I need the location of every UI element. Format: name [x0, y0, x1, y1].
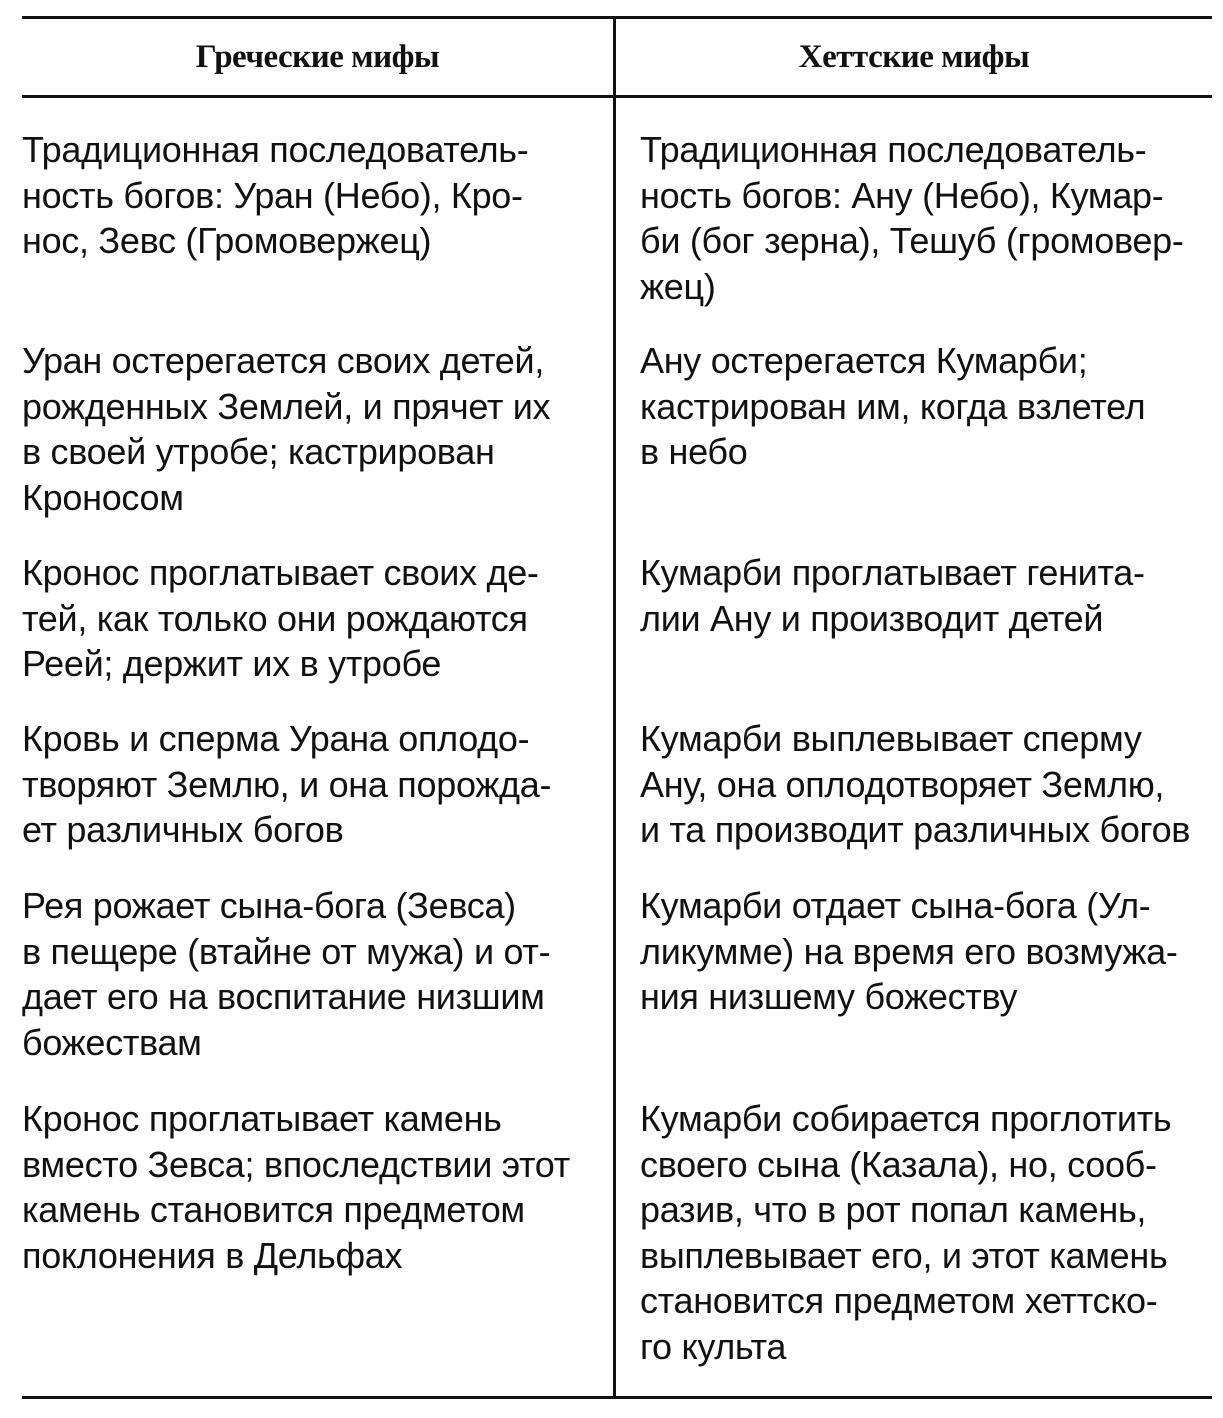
hittite-cell: Традиционная последователь- ность богов: Ану (Небо), Кумар- би (бог зерна), Тешуб (громовер- жец)	[640, 129, 1184, 307]
header-hittite-myths: Хеттские мифы	[798, 38, 1030, 75]
greek-cell: Кровь и сперма Урана оплодо- творяют Землю, и она порожда- ет различных богов	[22, 718, 552, 850]
greek-cell: Уран остерегается своих детей, рожденных Землей, и прячет их в своей утробе; кастрирован Кроносом	[22, 340, 551, 518]
greek-cell: Рея рожает сына-бога (Зевса) в пещере (втайне от мужа) и от- дает его на воспитание низшим божествам	[22, 885, 551, 1063]
header-bottom-rule	[22, 95, 1212, 98]
hittite-cell: Кумарби выплевывает сперму Ану, она оплодотворяет Землю, и та производит различных богов	[640, 718, 1191, 850]
hittite-cell: Ану остерегается Кумарби; кастрирован им, когда взлетел в небо	[640, 340, 1146, 472]
greek-cell: Традиционная последователь- ность богов: Уран (Небо), Кро- нос, Зевс (Громовержец)	[22, 129, 529, 261]
greek-cell: Кронос проглатывает камень вместо Зевса; впоследствии этот камень становится предметом поклонения в Дельфах	[22, 1098, 570, 1276]
table-bottom-rule	[22, 1396, 1212, 1399]
header-greek-myths: Греческие мифы	[195, 38, 440, 75]
hittite-cell: Кумарби проглатывает генита- лии Ану и производит детей	[640, 552, 1145, 639]
column-divider	[613, 16, 616, 1399]
comparison-table	[22, 16, 1212, 1399]
hittite-cell: Кумарби собирается проглотить своего сына (Казала), но, сооб- разив, что в рот попал камень, выплевывает его, и этот камень становится предметом хеттско- го культа	[640, 1098, 1172, 1367]
hittite-cell: Кумарби отдает сына-бога (Ул- ликумме) на время его возмужа- ния низшему божеству	[640, 885, 1178, 1017]
greek-cell: Кронос проглатывает своих де- тей, как только они рождаются Реей; держит их в утробе	[22, 552, 539, 684]
